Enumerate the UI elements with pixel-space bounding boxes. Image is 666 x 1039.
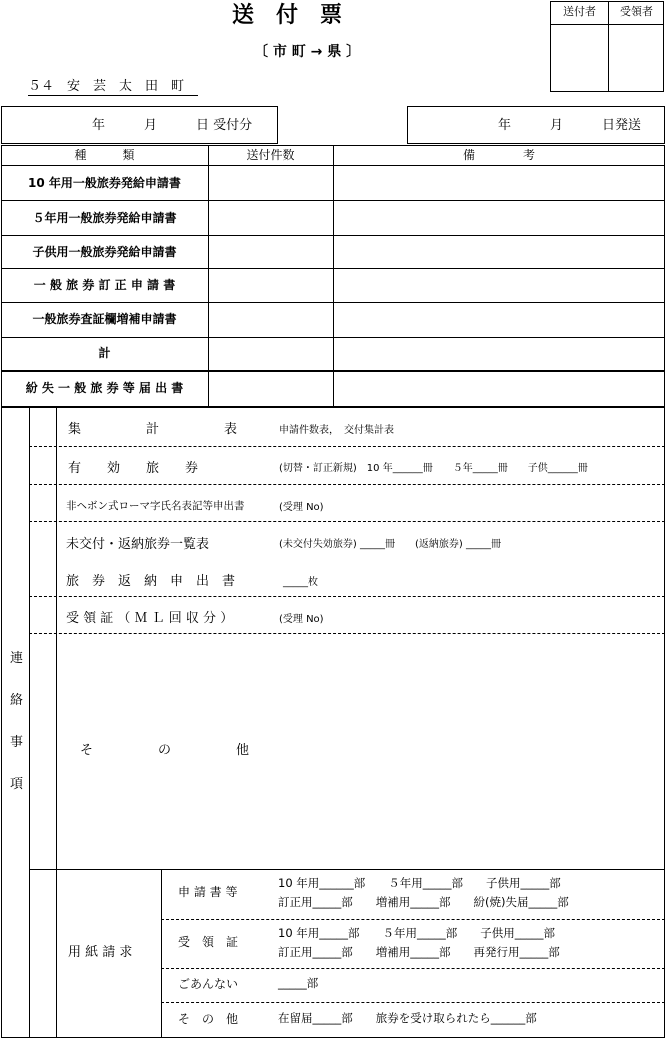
contact-item-note: (切替・訂正新規) 10 年______冊 ５年_____冊 子供______冊 <box>279 463 588 474</box>
contact-item-note: (受理 No) <box>279 502 324 513</box>
table-row: 10 年用一般旅券発給申請書 <box>28 176 181 190</box>
side-label-char: 項 <box>10 777 24 792</box>
office-name: ５４ 安 芸 太 田 町 <box>28 80 198 96</box>
form-request-line: 在留届_____部 旅券を受け取られたら______部 <box>278 1011 537 1025</box>
side-label-char: 絡 <box>10 693 24 708</box>
table-row: 一 般 旅 券 訂 正 申 請 書 <box>33 278 176 292</box>
form-request-line: 訂正用_____部 増補用_____部 紛(焼)失届_____部 <box>278 895 569 909</box>
page-subtitle: 〔 市 町 → 県 〕 <box>254 44 361 60</box>
form-request-label: 用 紙 請 求 <box>68 945 133 960</box>
table-row-total: 計 <box>98 346 111 360</box>
contact-item-label: 旅 券 返 納 申 出 書 <box>66 574 236 589</box>
column-header-note: 備 考 <box>462 148 535 162</box>
contact-item-note: _____枚 <box>283 577 318 588</box>
contact-item-label: 受 領 証 （ Ｍ Ｌ 回 収 分 ） <box>66 611 234 626</box>
column-header-type: 種 類 <box>74 148 135 162</box>
table-row: 一般旅券査証欄増補申請書 <box>32 312 177 326</box>
contact-item-label: 集 計 表 <box>68 422 238 437</box>
side-label-char: 事 <box>10 735 24 750</box>
contact-item-label: 未交付・返納旅券一覧表 <box>66 537 210 552</box>
sent-date-label: 年 月 日発送 <box>498 118 642 133</box>
form-request-line: 10 年用_____部 ５年用_____部 子供用_____部 <box>278 926 556 940</box>
contact-item-note: 申請件数表， 交付集計表 <box>279 425 394 436</box>
contact-item-label: 有 効 旅 券 <box>68 461 199 476</box>
contact-item-label-other: そ の 他 <box>80 743 250 758</box>
table-row: 紛 失 一 般 旅 券 等 届 出 書 <box>25 381 184 395</box>
contact-item-note: (未交付失効旅券) _____冊 (返納旅券) _____冊 <box>279 539 501 550</box>
received-date-label: 年 月 日 受付分 <box>92 118 253 133</box>
form-request-item-label: 申 請 書 等 <box>178 885 238 899</box>
stamp-sender-label: 送付者 <box>563 5 596 18</box>
table-row: 子供用一般旅券発給申請書 <box>32 245 177 259</box>
form-request-item-label: そ の 他 <box>178 1012 239 1026</box>
contact-item-label: 非ヘボン式ローマ字氏名表記等申出書 <box>66 500 245 512</box>
form-request-item-label: ごあんない <box>178 977 239 991</box>
side-label-char: 連 <box>10 651 24 666</box>
stamp-receiver-label: 受領者 <box>620 5 653 18</box>
page-title: 送 付 票 <box>232 3 343 28</box>
form-request-line: 10 年用______部 ５年用_____部 子供用_____部 <box>278 876 561 890</box>
form-request-line: _____部 <box>278 976 319 990</box>
column-header-count: 送付件数 <box>246 148 295 162</box>
form-request-line: 訂正用_____部 増補用_____部 再発行用_____部 <box>278 945 560 959</box>
contact-item-note: (受理 No) <box>279 614 324 625</box>
table-row: ５年用一般旅券発給申請書 <box>32 211 177 225</box>
form-request-item-label: 受 領 証 <box>178 935 239 949</box>
